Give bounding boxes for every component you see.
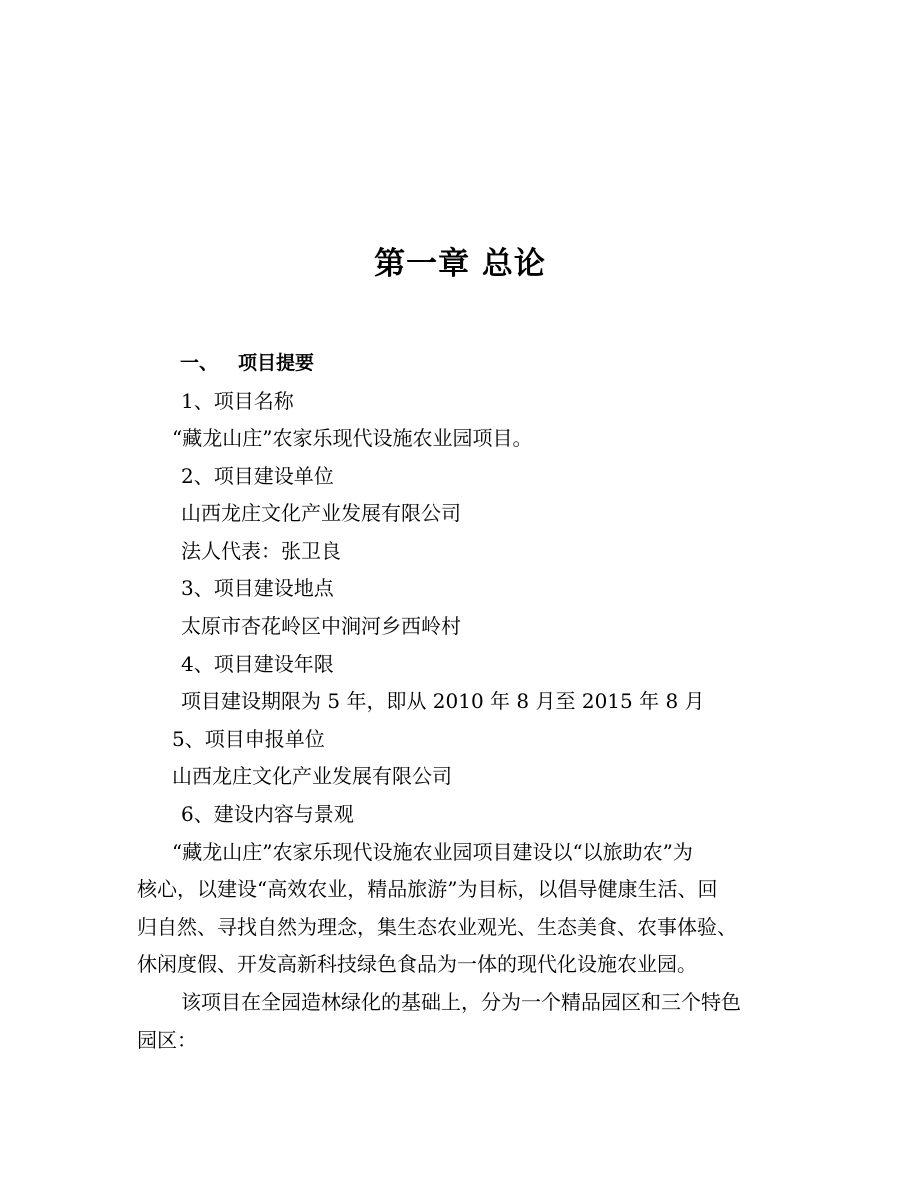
item-period-value: 项目建设期限为 5 年，即从 2010 年 8 月至 2015 年 8 月 <box>181 689 705 713</box>
item-unit-value: 山西龙庄文化产业发展有限公司 <box>181 501 461 525</box>
item-location-heading: 3、项目建设地点 <box>181 576 334 600</box>
paragraph-line: “藏龙山庄”农家乐现代设施农业园项目建设以“以旅助农”为 <box>172 840 693 864</box>
paragraph-line: 休闲度假、开发高新科技绿色食品为一体的现代化设施农业园。 <box>137 952 697 976</box>
section-heading <box>180 349 314 377</box>
item-applicant-value: 山西龙庄文化产业发展有限公司 <box>172 764 452 788</box>
section-number: 一、 <box>180 352 219 374</box>
item-name-value: “藏龙山庄”农家乐现代设施农业园项目。 <box>172 426 533 450</box>
item-location-value: 太原市杏花岭区中涧河乡西岭村 <box>181 614 461 638</box>
item-unit-heading: 2、项目建设单位 <box>181 464 334 488</box>
paragraph-line: 该项目在全园造林绿化的基础上，分为一个精品园区和三个特色 <box>181 990 741 1014</box>
paragraph-line: 归自然、寻找自然为理念，集生态农业观光、生态美食、农事体验、 <box>137 915 737 939</box>
paragraph-line: 园区： <box>137 1028 197 1052</box>
item-applicant-heading: 5、项目申报单位 <box>172 727 325 751</box>
item-name-heading: 1、项目名称 <box>181 389 294 413</box>
item-legal-rep: 法人代表：张卫良 <box>181 539 341 563</box>
paragraph-line: 核心，以建设“高效农业，精品旅游”为目标，以倡导健康生活、回 <box>137 877 718 901</box>
item-period-heading: 4、项目建设年限 <box>181 652 334 676</box>
chapter-title: 第一章 总论 <box>374 246 546 282</box>
item-content-heading: 6、建设内容与景观 <box>181 802 354 826</box>
section-title: 项目提要 <box>238 352 315 374</box>
